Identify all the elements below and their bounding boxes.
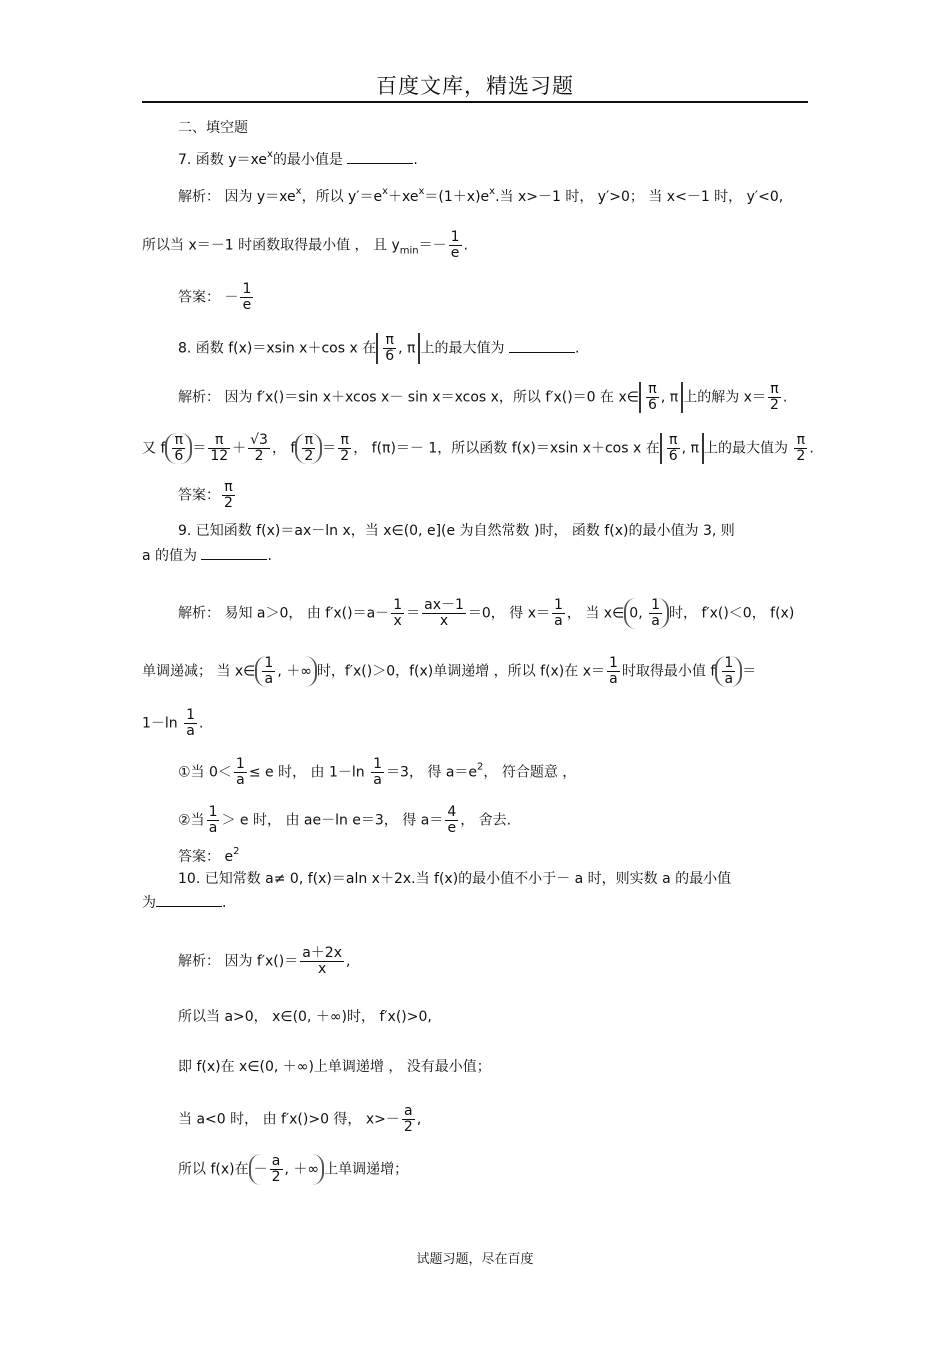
q9-solution-3: 1－ln $\frac{1}{a}$ . [142, 707, 204, 739]
answer-blank [347, 151, 413, 164]
q9-question-line2: a 的值为 . [142, 548, 272, 564]
q10-line-4: 当 a<0 时， 由 f′x()>0 得， x>－ $\frac{a}{2}$ , [178, 1103, 422, 1135]
header-rule [142, 101, 808, 103]
q7-solution: 解析： 因为 $y=xe^x$，所以 $y'=e^x+xe^x=(1+x)e^x$.当 x>－1 时， y′>0； 当 x<－1 时， y′<0, [178, 186, 784, 205]
q9-case-2: ②当 $\frac{1}{a}$ ＞ e 时， 由 ae－ln e＝3， 得 a＝ $\frac{4}{e}$ ， 舍去. [178, 804, 512, 836]
q9-question-line1: 9. 已知函数 f(x)＝ax－ln x，当 x∈(0, e](e 为自然常数 )时， 函数 f(x)的最小值为 3, 则 [178, 523, 735, 539]
q8-answer: 答案： $\frac{\pi}{2}$ [178, 479, 233, 511]
q9-answer: 答案： $e^2$ [178, 846, 240, 865]
q7-solution-2: 所以当 x＝－1 时函数取得最小值 ， 且 $y_{min}=-$ $\frac{1}{e}$ . [142, 229, 468, 261]
q9-case-1: ①当 0＜ $\frac{1}{a}$ ≤ e 时， 由 1－ln $\frac{1}{a}$ ＝3， 得 $a=e^2$， 符合题意 ， [178, 756, 577, 788]
section-label: 二、填空题 [178, 120, 248, 136]
q10-line-3: 即 f(x)在 x∈(0, ＋∞)上单调递增 ， 没有最小值； [178, 1059, 491, 1075]
answer-blank [509, 340, 575, 353]
answer-blank [156, 894, 222, 907]
q8-solution-2: 又 f $\frac{\pi}{6}$ ＝ $\frac{\pi}{12}$ ＋ $\frac{√3}{2}$ ， f $\frac{\pi}{2}$ ＝ $\frac{\pi}{2}$ ， f(π)＝－ 1，所以函数 f(x)＝xsin x＋cos x 在 $\frac{\pi}{6}$ , π 上的最大值为 $\frac{\pi}{2}$ . [142, 432, 814, 464]
q10-question-line1: 10. 已知常数 a≠ 0, f(x)＝aln x＋2x.当 f(x)的最小值不小于－ a 时，则实数 a 的最小值 [178, 871, 732, 887]
q10-question-line2: 为 . [142, 895, 227, 911]
q10-solution: 解析： 因为 f′x()＝ $\frac{a+2x}{x}$ , [178, 945, 351, 977]
page-title: 百度文库，精选习题 [376, 74, 574, 98]
q9-solution: 解析： 易知 a＞0， 由 f′x()＝a－ $\frac{1}{x}$ ＝ $\frac{ax-1}{x}$ ＝0， 得 x＝ $\frac{1}{a}$ ， 当 x∈ 0, $\frac{1}{a}$ 时， f′x()＜0， f(x) [178, 597, 795, 629]
page-footer: 试题习题，尽在百度 [416, 1252, 534, 1267]
q9-solution-2: 单调递减； 当 x∈ $\frac{1}{a}$ , ＋∞ 时，f′x()＞0，f(x)单调递增 ，所以 f(x)在 x＝ $\frac{1}{a}$ 时取得最小值 f $\frac{1}{a}$ ＝ [142, 655, 757, 687]
q8-solution: 解析： 因为 f′x()＝sin x＋xcos x－ sin x＝xcos x，所以 f′x()＝0 在 x∈ $\frac{\pi}{6}$ , π 上的解为 x＝ $\frac{\pi}{2}$ . [178, 381, 788, 413]
q10-line-2: 所以当 a>0， x∈(0, ＋∞)时， f′x()>0, [178, 1009, 432, 1025]
q8-question: 8. 函数 f(x)＝xsin x＋cos x 在 $\frac{\pi}{6}$ , π 上的最大值为 . [178, 332, 580, 364]
q10-line-5: 所以 f(x)在 － $\frac{a}{2}$ , ＋∞ 上单调递增； [178, 1153, 409, 1185]
q7-question: 7. 函数 $y=xe^x$的最小值是 . [178, 149, 418, 168]
q7-answer: 答案： － $\frac{1}{e}$ [178, 281, 252, 313]
answer-blank [201, 547, 267, 560]
